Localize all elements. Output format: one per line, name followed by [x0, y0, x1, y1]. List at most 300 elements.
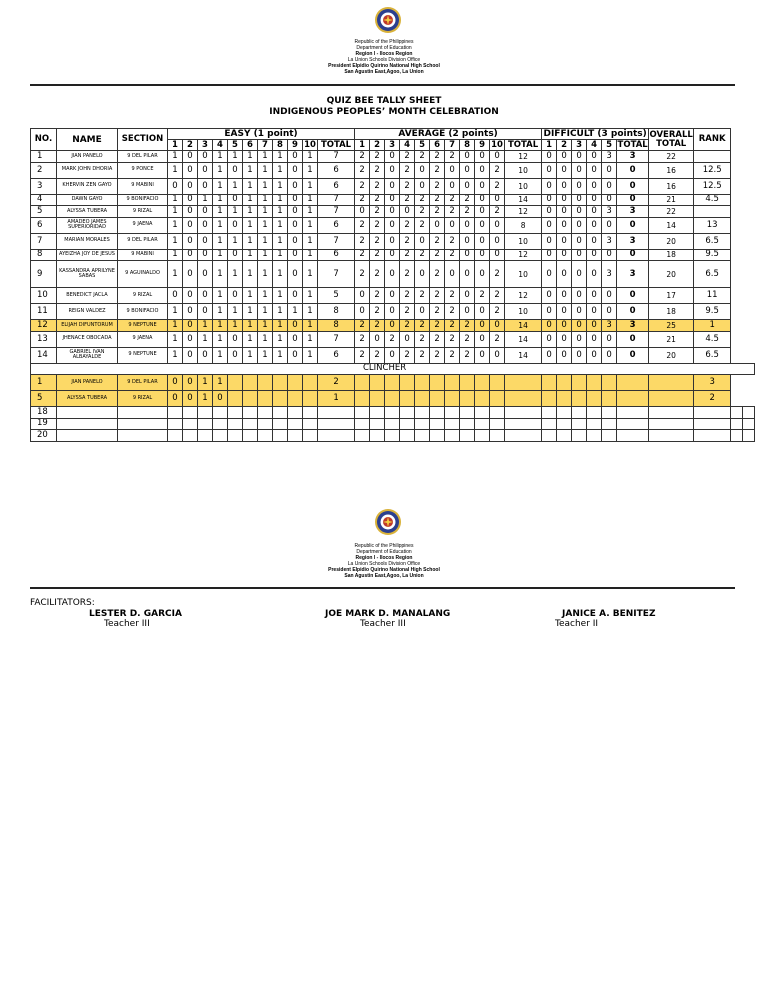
easy-score: 1	[213, 249, 228, 261]
difficult-score: 0	[572, 151, 587, 163]
average-score: 2	[400, 162, 415, 178]
easy-score: 1	[213, 347, 228, 363]
empty-cell	[649, 430, 694, 442]
difficult-score: 0	[572, 206, 587, 218]
average-score: 0	[460, 304, 475, 320]
header-line: Department of Education	[356, 549, 412, 555]
difficult-score: 0	[602, 288, 617, 304]
average-score: 0	[415, 304, 430, 320]
empty-cell	[731, 418, 743, 430]
average-score: 0	[445, 217, 460, 233]
easy-total: 5	[318, 288, 355, 304]
average-score: 2	[475, 288, 490, 304]
easy-score: 1	[243, 331, 258, 347]
empty-cell	[355, 375, 370, 391]
average-score: 0	[475, 217, 490, 233]
title-line-1: QUIZ BEE TALLY SHEET	[326, 96, 442, 106]
easy-score: 1	[303, 304, 318, 320]
easy-score: 1	[213, 151, 228, 163]
easy-total: 6	[318, 162, 355, 178]
clincher-score: 1	[198, 375, 213, 391]
col-header-easy: EASY (1 point)	[168, 129, 355, 140]
average-score: 2	[370, 261, 385, 288]
header-line: La Union Schools Division Office	[347, 57, 421, 63]
empty-cell	[118, 418, 168, 430]
school-header	[0, 39, 768, 75]
empty-cell	[602, 391, 617, 407]
col-header-difficult: DIFFICULT (3 points)	[543, 129, 647, 139]
average-score: 2	[370, 206, 385, 218]
difficult-total: 0	[617, 347, 649, 363]
clincher-score: 0	[168, 375, 183, 391]
participant-section: 9 RIZAL	[118, 288, 168, 304]
difficult-score: 0	[602, 178, 617, 194]
easy-score: 1	[258, 217, 273, 233]
difficult-score: 0	[557, 233, 572, 249]
average-score: 2	[355, 249, 370, 261]
empty-cell	[430, 391, 445, 407]
difficult-score: 0	[572, 194, 587, 206]
overall-total: 20	[649, 233, 694, 249]
rank: 11	[694, 288, 731, 304]
overall-total: 17	[649, 288, 694, 304]
empty-cell	[400, 375, 415, 391]
average-score: 2	[400, 288, 415, 304]
difficult-total: 3	[617, 233, 649, 249]
difficult-score: 0	[557, 261, 572, 288]
easy-score: 0	[183, 347, 198, 363]
average-total: 12	[505, 151, 542, 163]
easy-score: 1	[168, 217, 183, 233]
difficult-total: 0	[617, 162, 649, 178]
empty-cell	[557, 391, 572, 407]
row-number: 9	[31, 261, 57, 288]
easy-score: 1	[228, 206, 243, 218]
easy-score: 1	[213, 304, 228, 320]
empty-cell	[370, 430, 385, 442]
empty-cell	[505, 430, 542, 442]
footer-divider	[30, 587, 735, 589]
easy-score: 1	[243, 206, 258, 218]
average-score: 0	[475, 249, 490, 261]
average-score: 2	[370, 194, 385, 206]
table-row	[31, 217, 755, 233]
col-header-section: SECTION	[118, 129, 168, 151]
overall-total: 25	[649, 320, 694, 332]
easy-score: 1	[303, 288, 318, 304]
average-score: 2	[445, 320, 460, 332]
easy-score: 1	[213, 233, 228, 249]
rank: 9.5	[694, 304, 731, 320]
empty-cell	[587, 407, 602, 419]
empty-cell	[243, 418, 258, 430]
rank	[694, 206, 731, 218]
easy-score: 0	[288, 249, 303, 261]
easy-question-header: 9	[288, 140, 303, 151]
easy-score: 1	[168, 331, 183, 347]
difficult-question-header: 2	[557, 140, 572, 151]
difficult-score: 0	[542, 178, 557, 194]
participant-name: ELIJAH DIFUNTORUM	[57, 320, 118, 332]
empty-cell	[370, 391, 385, 407]
easy-total: 8	[318, 304, 355, 320]
average-score: 2	[430, 249, 445, 261]
difficult-total: 3	[617, 320, 649, 332]
difficult-score: 3	[602, 320, 617, 332]
overall-total: 18	[649, 304, 694, 320]
sheet-title	[0, 96, 768, 118]
average-score: 2	[490, 288, 505, 304]
average-score: 0	[385, 320, 400, 332]
average-score: 0	[460, 249, 475, 261]
participant-section: 9 AGUINALDO	[118, 261, 168, 288]
difficult-score: 0	[572, 288, 587, 304]
participant-section: 9 DEL PILAR	[118, 375, 168, 391]
empty-table-row	[31, 407, 755, 419]
difficult-score: 0	[572, 261, 587, 288]
facilitator-name: JOE MARK D. MANALANG	[325, 609, 451, 619]
easy-score: 1	[168, 249, 183, 261]
empty-cell	[460, 430, 475, 442]
empty-cell	[303, 430, 318, 442]
difficult-score: 0	[587, 178, 602, 194]
average-score: 2	[370, 151, 385, 163]
difficult-score: 0	[587, 347, 602, 363]
difficult-score: 0	[572, 178, 587, 194]
average-question-header: 5	[415, 140, 430, 151]
easy-score: 1	[288, 304, 303, 320]
empty-cell	[542, 430, 557, 442]
easy-score: 1	[258, 151, 273, 163]
average-score: 2	[445, 304, 460, 320]
average-total: 10	[505, 261, 542, 288]
easy-score: 0	[288, 261, 303, 288]
easy-question-header: 2	[183, 140, 198, 151]
clincher-row	[31, 363, 755, 375]
empty-cell	[355, 418, 370, 430]
empty-cell	[415, 418, 430, 430]
empty-cell	[183, 430, 198, 442]
average-score: 2	[430, 194, 445, 206]
difficult-score: 0	[542, 151, 557, 163]
average-score: 2	[415, 151, 430, 163]
clincher-table-row	[31, 391, 755, 407]
average-score: 2	[355, 347, 370, 363]
difficult-score: 0	[602, 331, 617, 347]
average-score: 0	[385, 151, 400, 163]
participant-section: 9 MABINI	[118, 178, 168, 194]
rank: 13	[694, 217, 731, 233]
easy-score: 1	[198, 194, 213, 206]
average-score: 0	[400, 206, 415, 218]
easy-score: 0	[288, 320, 303, 332]
participant-section: 9 RIZAL	[118, 391, 168, 407]
empty-cell	[213, 418, 228, 430]
empty-cell	[572, 407, 587, 419]
overall-total: 22	[649, 206, 694, 218]
empty-cell	[258, 418, 273, 430]
overall-total: 22	[649, 151, 694, 163]
table-row	[31, 151, 755, 163]
participant-name: ALYSSA TUBERA	[57, 391, 118, 407]
easy-score: 0	[198, 288, 213, 304]
average-score: 0	[385, 162, 400, 178]
clincher-score	[273, 375, 288, 391]
empty-cell	[370, 375, 385, 391]
empty-cell	[183, 418, 198, 430]
empty-cell	[385, 430, 400, 442]
participant-section: 9 DEL PILAR	[118, 233, 168, 249]
easy-total: 6	[318, 178, 355, 194]
average-score: 0	[475, 206, 490, 218]
empty-cell	[183, 407, 198, 419]
average-score: 2	[430, 347, 445, 363]
overall-total: 14	[649, 217, 694, 233]
empty-cell	[617, 407, 649, 419]
difficult-score: 0	[572, 320, 587, 332]
header-divider	[30, 84, 735, 86]
empty-cell	[460, 375, 475, 391]
empty-cell	[557, 418, 572, 430]
average-score: 2	[445, 288, 460, 304]
easy-score: 1	[228, 261, 243, 288]
header-line: San Agustin East,Agoo, La Union	[344, 69, 424, 75]
empty-cell	[731, 407, 743, 419]
easy-score: 0	[228, 288, 243, 304]
empty-cell	[258, 407, 273, 419]
easy-score: 1	[228, 151, 243, 163]
average-score: 2	[490, 178, 505, 194]
average-score: 0	[385, 249, 400, 261]
average-total: 10	[505, 178, 542, 194]
empty-cell	[557, 407, 572, 419]
empty-cell	[415, 375, 430, 391]
clincher-score	[288, 375, 303, 391]
average-score: 2	[430, 320, 445, 332]
average-question-header: 6	[430, 140, 445, 151]
difficult-score: 0	[587, 162, 602, 178]
empty-cell	[557, 430, 572, 442]
difficult-score: 0	[557, 304, 572, 320]
average-score: 0	[475, 304, 490, 320]
average-score: 2	[430, 151, 445, 163]
empty-cell	[445, 375, 460, 391]
difficult-score: 0	[587, 304, 602, 320]
empty-cell	[490, 407, 505, 419]
easy-question-header: 7	[258, 140, 273, 151]
table-row	[31, 331, 755, 347]
empty-cell	[400, 407, 415, 419]
easy-score: 1	[258, 261, 273, 288]
easy-score: 1	[168, 347, 183, 363]
easy-score: 1	[273, 249, 288, 261]
empty-cell	[303, 418, 318, 430]
empty-cell	[743, 430, 755, 442]
clincher-score: 0	[213, 391, 228, 407]
empty-cell	[587, 430, 602, 442]
empty-cell	[602, 375, 617, 391]
average-score: 0	[385, 233, 400, 249]
easy-score: 1	[213, 288, 228, 304]
average-score: 2	[415, 320, 430, 332]
average-score: 2	[445, 331, 460, 347]
empty-cell	[542, 391, 557, 407]
table-row	[31, 206, 755, 218]
average-question-header: 3	[385, 140, 400, 151]
participant-name: ALYSSA TUBERA	[57, 206, 118, 218]
average-score: 0	[415, 261, 430, 288]
difficult-total: 0	[617, 194, 649, 206]
average-score: 2	[370, 178, 385, 194]
average-question-header: 10	[491, 139, 503, 150]
difficult-score: 0	[572, 304, 587, 320]
empty-cell	[649, 375, 694, 391]
clincher-score: 0	[183, 375, 198, 391]
average-score: 0	[490, 194, 505, 206]
average-score: 2	[445, 194, 460, 206]
average-score: 2	[460, 331, 475, 347]
deped-seal-icon	[374, 508, 402, 536]
average-score: 2	[415, 331, 430, 347]
rank: 12.5	[694, 178, 731, 194]
easy-score: 0	[183, 162, 198, 178]
easy-question-header: 1	[168, 140, 183, 151]
empty-cell	[490, 430, 505, 442]
participant-name: JIAN PANELO	[57, 375, 118, 391]
clincher-spacer	[415, 363, 755, 375]
difficult-total: 0	[617, 288, 649, 304]
participant-name: BENEDICT JACLA	[57, 288, 118, 304]
difficult-score: 0	[572, 249, 587, 261]
row-number: 19	[31, 418, 57, 430]
participant-name: JHENACE OBOCADA	[57, 331, 118, 347]
average-score: 0	[355, 288, 370, 304]
easy-score: 1	[168, 233, 183, 249]
difficult-score: 0	[602, 347, 617, 363]
difficult-score: 0	[542, 217, 557, 233]
average-score: 2	[445, 206, 460, 218]
easy-score: 0	[183, 194, 198, 206]
average-score: 0	[460, 288, 475, 304]
deped-seal-icon	[374, 6, 402, 34]
easy-score: 1	[303, 194, 318, 206]
average-score: 2	[445, 249, 460, 261]
difficult-total: 0	[617, 304, 649, 320]
participant-section: 9 PONCE	[118, 162, 168, 178]
empty-cell	[318, 407, 355, 419]
table-row	[31, 178, 755, 194]
average-score: 2	[355, 217, 370, 233]
easy-score: 0	[183, 178, 198, 194]
clincher-score	[273, 391, 288, 407]
empty-cell	[602, 418, 617, 430]
difficult-score: 0	[557, 151, 572, 163]
easy-score: 1	[243, 217, 258, 233]
rank: 6.5	[694, 347, 731, 363]
easy-score: 1	[273, 162, 288, 178]
easy-score: 1	[273, 151, 288, 163]
difficult-score: 0	[542, 261, 557, 288]
easy-score: 1	[168, 162, 183, 178]
empty-cell	[118, 407, 168, 419]
average-score: 0	[445, 162, 460, 178]
easy-score: 1	[213, 178, 228, 194]
average-question-header: 9	[475, 140, 490, 151]
average-score: 0	[415, 178, 430, 194]
rank: 4.5	[694, 194, 731, 206]
header-line: Region I - Ilocos Region	[355, 555, 413, 561]
title-line-2: INDIGENOUS PEOPLES’ MONTH CELEBRATION	[269, 107, 499, 117]
easy-score: 0	[198, 304, 213, 320]
easy-total: 7	[318, 331, 355, 347]
table-row	[31, 249, 755, 261]
easy-score: 1	[213, 194, 228, 206]
header-line: San Agustin East,Agoo, La Union	[344, 573, 424, 579]
easy-total: 7	[318, 206, 355, 218]
empty-cell	[430, 407, 445, 419]
average-score: 0	[490, 347, 505, 363]
average-total: 12	[505, 288, 542, 304]
easy-score: 1	[243, 233, 258, 249]
average-total: 14	[505, 347, 542, 363]
average-score: 0	[475, 178, 490, 194]
easy-score: 1	[168, 194, 183, 206]
average-score: 2	[370, 347, 385, 363]
easy-score: 1	[228, 233, 243, 249]
average-score: 2	[355, 233, 370, 249]
easy-score: 1	[243, 288, 258, 304]
row-number: 18	[31, 407, 57, 419]
rank: 1	[694, 320, 731, 332]
average-question-header: 1	[355, 140, 370, 151]
empty-cell	[460, 407, 475, 419]
difficult-score: 0	[587, 206, 602, 218]
empty-cell	[415, 430, 430, 442]
easy-score: 1	[273, 304, 288, 320]
clincher-score: 0	[183, 391, 198, 407]
table-row	[31, 162, 755, 178]
empty-cell	[385, 375, 400, 391]
easy-score: 1	[273, 261, 288, 288]
easy-total: 7	[318, 261, 355, 288]
empty-cell	[355, 391, 370, 407]
empty-cell	[572, 391, 587, 407]
average-score: 2	[355, 320, 370, 332]
rank: 12.5	[694, 162, 731, 178]
difficult-total: 3	[617, 151, 649, 163]
average-score: 2	[415, 194, 430, 206]
average-score: 0	[475, 261, 490, 288]
empty-cell	[490, 418, 505, 430]
difficult-score: 0	[587, 331, 602, 347]
difficult-score: 0	[587, 151, 602, 163]
average-score: 2	[370, 217, 385, 233]
average-score: 2	[490, 261, 505, 288]
easy-score: 1	[213, 261, 228, 288]
average-score: 2	[400, 261, 415, 288]
average-total: 10	[505, 162, 542, 178]
participant-section: 9 BONIFACIO	[118, 304, 168, 320]
average-score: 0	[460, 178, 475, 194]
header-line: Department of Education	[356, 45, 412, 51]
easy-total: 7	[318, 151, 355, 163]
difficult-score: 0	[542, 347, 557, 363]
header-line: Republic of the Philippines	[354, 543, 414, 549]
average-score: 2	[370, 249, 385, 261]
empty-cell	[273, 418, 288, 430]
empty-cell	[385, 391, 400, 407]
empty-cell	[57, 418, 118, 430]
